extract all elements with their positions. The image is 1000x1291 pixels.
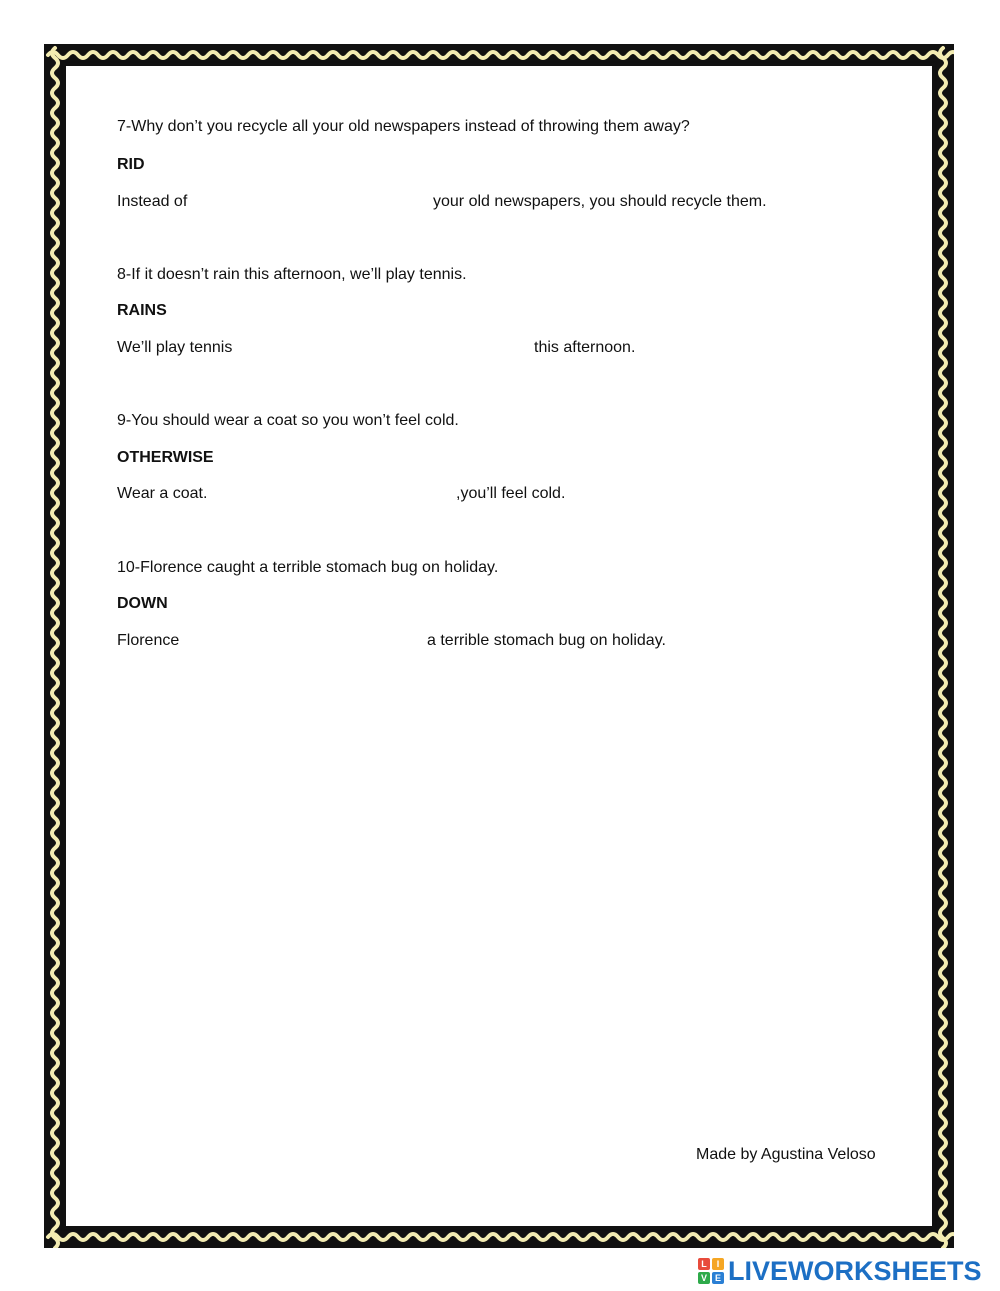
question-8-prompt: 8-If it doesn’t rain this afternoon, we’ll play tennis.	[117, 266, 467, 283]
question-9-answer-input[interactable]	[220, 485, 454, 505]
question-9-keyword: OTHERWISE	[117, 449, 214, 466]
question-9-answer-end: ,you’ll feel cold.	[456, 485, 566, 502]
question-9-answer-start: Wear a coat.	[117, 485, 208, 502]
question-8-answer-input[interactable]	[248, 339, 530, 359]
question-8-answer-end: this afternoon.	[534, 339, 636, 356]
logo-letter-e: E	[712, 1272, 724, 1284]
question-10-answer-input[interactable]	[190, 632, 424, 652]
question-7-answer-start: Instead of	[117, 193, 188, 210]
brand-name: LIVEWORKSHEETS	[728, 1255, 982, 1286]
question-7-keyword: RID	[117, 156, 145, 173]
question-8-answer-start: We’ll play tennis	[117, 339, 233, 356]
question-10-answer-blank[interactable]	[190, 632, 420, 650]
question-10-prompt: 10-Florence caught a terrible stomach bug on holiday.	[117, 559, 499, 576]
question-8-keyword: RAINS	[117, 302, 167, 319]
question-9-prompt: 9-You should wear a coat so you won’t feel cold.	[117, 412, 459, 429]
question-7-answer-blank[interactable]	[200, 193, 425, 211]
logo-letter-l: L	[698, 1258, 710, 1270]
question-7-answer-input[interactable]	[200, 193, 429, 213]
author-credit: Made by Agustina Veloso	[696, 1146, 876, 1163]
question-10-answer-start: Florence	[117, 632, 180, 649]
question-10-answer-end: a terrible stomach bug on holiday.	[427, 632, 666, 649]
question-7-answer-end: your old newspapers, you should recycle them.	[433, 193, 767, 210]
question-9-answer-blank[interactable]	[220, 485, 450, 503]
question-7-prompt: 7-Why don’t you recycle all your old newspapers instead of throwing them away?	[117, 118, 690, 135]
question-10-keyword: DOWN	[117, 595, 168, 612]
logo-grid-icon	[698, 1258, 724, 1284]
logo-letter-v: V	[698, 1272, 710, 1284]
logo-letter-i: I	[712, 1258, 724, 1270]
liveworksheets-logo	[698, 1256, 982, 1286]
question-8-answer-blank[interactable]	[248, 339, 526, 357]
